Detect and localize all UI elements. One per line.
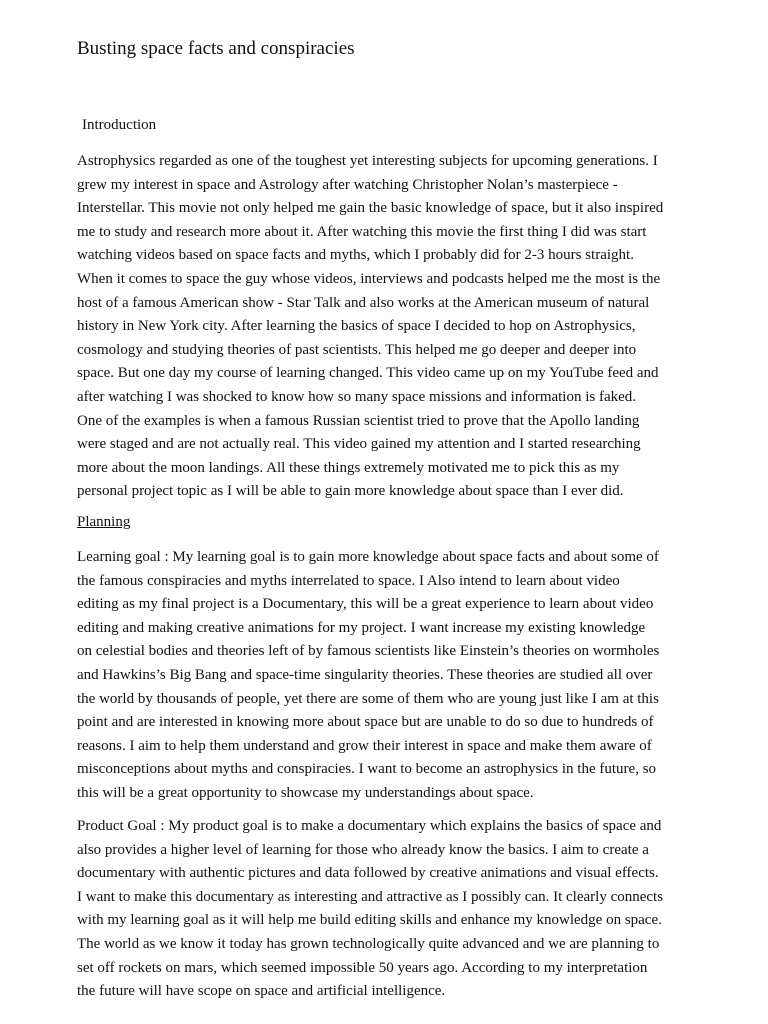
paragraph-line: on celestial bodies and theories left of by famous scientists like Einstein’s theories on wormholes (77, 643, 660, 660)
paragraph-line: Product Goal : My product goal is to make a documentary which explains the basics of space and (77, 818, 662, 834)
paragraph-line: space. But one day my course of learning changed. This video came up on my YouTube feed and (77, 365, 659, 382)
paragraph-line: cosmology and studying theories of past scientists. This helped me go deeper and deeper into (77, 341, 637, 358)
paragraph-line: When it comes to space the guy whose videos, interviews and podcasts helped me the most is the (77, 270, 661, 287)
paragraph-line: Astrophysics regarded as one of the toughest yet interesting subjects for upcoming generations. I (77, 153, 658, 169)
paragraph-line: me to study and research more about it. After watching this movie the first thing I did was start (77, 223, 647, 240)
paragraph-line: editing as my final project is a Documentary, this will be a great experience to learn about video (77, 596, 654, 613)
paragraph-line: The world as we know it today has grown technologically quite advanced and we are planning to (77, 935, 660, 952)
paragraph-line: the world by thousands of people, yet there are some of them who are young just like I am at this (77, 690, 659, 707)
product-goal-paragraph (77, 815, 689, 1004)
paragraph-line: history in New York city. After learning the basics of space I decided to hop on Astrophysics, (77, 318, 636, 335)
paragraph-line: editing and making creative animations for my project. I want increase my existing knowledge (77, 619, 646, 636)
introduction-paragraph (77, 150, 689, 504)
paragraph-line: Interstellar. This movie not only helped me gain the basic knowledge of space, but it also inspired (77, 200, 664, 217)
paragraph-line: personal project topic as I will be able to gain more knowledge about space than I ever did. (77, 483, 624, 500)
paragraph-line: Learning goal : My learning goal is to gain more knowledge about space facts and about some of (77, 549, 659, 565)
document-title: Busting space facts and conspiracies (77, 38, 355, 59)
paragraph-line: the famous conspiracies and myths interrelated to space. I Also intend to learn about video (77, 572, 620, 589)
paragraph-line: after watching I was shocked to know how so many space missions and information is faked. (77, 388, 637, 405)
paragraph-line: reasons. I aim to help them understand and grow their interest in space and make them aware of (77, 737, 652, 754)
paragraph-line: point and are interested in knowing more about space but are unable to do so due to hundreds of (77, 714, 654, 731)
paragraph-line: were staged and are not actually real. This video gained my attention and I started researching (77, 436, 641, 453)
paragraph-line: more about the moon landings. All these things extremely motivated me to pick this as my (77, 459, 620, 476)
paragraph-line: host of a famous American show - Star Talk and also works at the American museum of natural (77, 294, 650, 311)
paragraph-line: with my learning goal as it will help me build editing skills and enhance my knowledge on space. (77, 912, 662, 929)
paragraph-line: this will be a great opportunity to showcase my understandings about space. (77, 784, 534, 801)
paragraph-line: misconceptions about myths and conspiracies. I want to become an astrophysics in the future, so (77, 761, 657, 778)
planning-heading: Planning (77, 514, 131, 530)
paragraph-line: also provides a higher level of learning for those who already know the basics. I aim to create a (77, 841, 649, 858)
paragraph-line: the future will have scope on space and artificial intelligence. (77, 983, 446, 1000)
learning-goal-paragraph (77, 546, 689, 806)
paragraph-line: One of the examples is when a famous Russian scientist tried to prove that the Apollo landing (77, 412, 640, 429)
paragraph-line: documentary with authentic pictures and data followed by creative animations and visual effects. (77, 865, 659, 882)
paragraph-line: set off rockets on mars, which seemed impossible 50 years ago. According to my interpretation (77, 959, 648, 976)
paragraph-line: and Hawkins’s Big Bang and space-time singularity theories. These theories are studied all over (77, 666, 653, 683)
paragraph-line: grew my interest in space and Astrology after watching Christopher Nolan’s masterpiece - (77, 176, 618, 193)
paragraph-line: I want to make this documentary as interesting and attractive as I possibly can. It clearly connects (77, 888, 664, 905)
introduction-heading: Introduction (82, 117, 157, 133)
paragraph-line: watching videos based on space facts and myths, which I probably did for 2-3 hours straight. (77, 247, 634, 264)
